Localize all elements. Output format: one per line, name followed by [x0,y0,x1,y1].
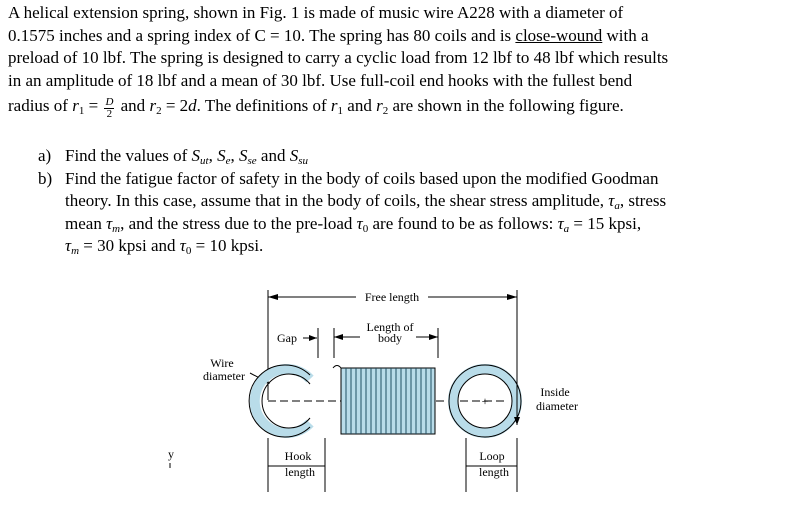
gap-arrow-head [309,335,317,341]
inside-label: Inside [540,385,570,399]
hook-label: Hook [284,449,312,463]
separator: , [208,146,218,165]
problem-statement [8,2,780,120]
question-b-line-1: Find the fatigue factor of safety in the body of coils based upon the modified Goodman [65,168,659,188]
statement-line-2 [8,25,780,48]
and-text-2: and [343,96,377,115]
length-of-label: Length of [366,320,414,334]
hook-length-label: length [285,465,315,479]
tau-m-value: = 30 kpsi and [79,236,180,255]
r2-subscript-2: 2 [382,105,389,117]
wire-diameter-label: diameter [203,369,245,383]
s-ut-subscript: ut [200,155,209,167]
tau-m-subscript: m [112,222,121,235]
r1-symbol: r [72,96,79,115]
question-b-line-4 [65,235,778,258]
close-wound-term: close-wound [515,25,603,45]
r2-subscript: 2 [156,105,162,117]
question-b-line-2 [65,190,778,213]
free-length-label: Free length [364,290,420,304]
question-list [38,145,778,258]
y-marker-label: y [168,447,174,461]
mean-text: mean [65,213,107,233]
statement-line-5 [8,95,780,120]
tau-a-value: = 15 kpsi, [569,213,642,233]
and-text: and [116,96,150,115]
tau-m-symbol: τ [106,213,113,233]
d-symbol: d [188,96,197,115]
statement-line-1: A helical extension spring, shown in Fig. 1 is made of music wire A228 with a diameter of [8,3,624,22]
s-se-symbol: S [239,146,248,165]
wire-label: Wire [210,356,234,370]
separator: , [230,146,239,165]
tau-a-subscript: a [614,200,620,212]
inside-diameter-label: diameter [536,399,578,413]
s-ut-symbol: S [191,146,201,165]
question-b-line-3 [65,213,778,236]
spring-figure [160,280,600,514]
spring-diagram [160,280,600,514]
tau-0-value-subscript: 0 [185,245,192,257]
tau-a-value-symbol: τ [557,213,564,233]
s-e-symbol: S [217,146,226,165]
preload-text: , and the stress due to the pre-load [120,213,357,233]
question-b-line-2-text: theory. In this case, assume that in the body of coils, the shear stress amplitude, [65,191,609,210]
tau-a-symbol: τ [608,191,615,210]
loop-length-label: length [479,465,509,479]
body-right-arrow [429,334,438,340]
statement-line-2-end: with a [602,25,649,45]
separator: and [256,146,290,165]
definitions-text: . The definitions of [196,96,331,115]
tau-0-subscript: 0 [362,222,369,235]
question-b-label: b) [38,168,53,188]
equals-sign: = [84,96,103,115]
question-a-text: Find the values of [65,146,192,165]
statement-line-3: preload of 10 lbf. The spring is designed to carry a cyclic load from 12 lbf to 48 lbf which results [8,48,669,67]
tau-m-value-symbol: τ [65,236,72,255]
statement-line-2-text: 0.1575 inches and a spring index of C = 10. The spring has 80 coils and is [8,25,516,45]
statement-line-4: in an amplitude of 18 lbf and a mean of 30 lbf. Use full-coil end hooks with the fullest bend [8,70,633,90]
tau-m-value-subscript: m [71,245,80,257]
loop-label: Loop [479,449,505,463]
body-label: body [378,331,402,345]
r1-subscript-2: 1 [337,105,344,117]
gap-label: Gap [277,331,297,345]
free-length-right-arrow [507,294,517,300]
tau-0-symbol: τ [356,213,363,233]
body-left-cap [333,366,341,369]
question-a-label: a) [38,146,52,165]
question-a [38,145,778,168]
r1-subscript: 1 [78,105,85,117]
free-length-left-arrow [268,294,278,300]
tau-0-value-symbol: τ [179,236,186,255]
s-e-subscript: e [225,155,231,167]
figure-reference-text: are shown in the following figure. [388,96,624,115]
r1-symbol-2: r [330,96,338,115]
radius-of-text: radius of [8,96,73,115]
as-follows-text: are found to be as follows: [368,213,558,233]
question-b-line-2-end: , stress [619,191,667,210]
fraction-denominator: 2 [106,108,113,120]
d-over-2-fraction [104,97,114,120]
equals-2: = 2 [161,96,189,115]
s-su-subscript: su [298,155,308,167]
r2-symbol-2: r [376,96,383,115]
tau-a-value-subscript: a [563,222,570,235]
question-b [38,168,778,258]
fraction-numerator: D [105,96,114,108]
tau-0-value: = 10 kpsi. [191,236,264,255]
s-se-subscript: se [247,155,257,167]
loop-center-mark: + [481,394,489,408]
body-left-arrow [334,334,343,340]
r2-symbol: r [149,96,157,115]
s-su-symbol: S [289,146,299,165]
